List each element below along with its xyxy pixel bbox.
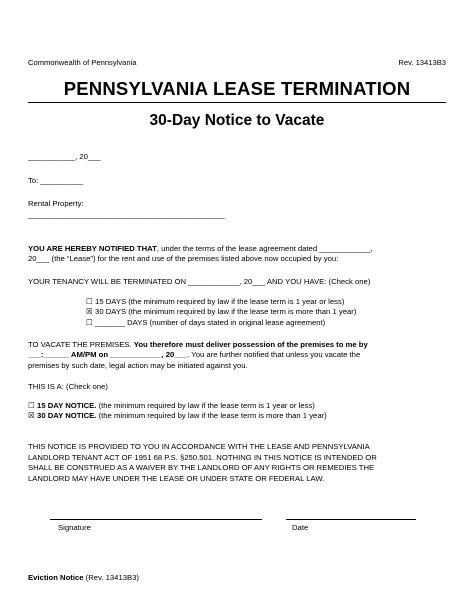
notice-option-bold: 30 DAY NOTICE.	[37, 411, 97, 420]
checkbox-empty-icon[interactable]: ☐	[28, 401, 35, 410]
this-is-line: THIS IS A: (Check one)	[28, 382, 108, 391]
date-sign-line[interactable]	[286, 519, 416, 520]
checkbox-checked-icon[interactable]: ☒	[28, 411, 35, 420]
notice-line-1	[28, 244, 373, 255]
notice-option-text: (the minimum required by law if the lease term is more than 1 year)	[96, 411, 327, 420]
jurisdiction-label: Commonwealth of Pennsylvania	[28, 58, 137, 67]
notice-option-text: (the minimum required by law if the lease term is 1 year or less)	[96, 401, 315, 410]
vacate-plain: TO VACATE THE PREMISES.	[28, 340, 134, 349]
tenancy-option	[86, 297, 344, 308]
date-label: Date	[292, 523, 309, 532]
vacate-line-1	[28, 340, 368, 351]
notice-option	[28, 401, 315, 412]
notice-option	[28, 411, 327, 422]
notice-lead-rest: , under the terms of the lease agreement dated ____________,	[156, 244, 373, 253]
page-title: PENNSYLVANIA LEASE TERMINATION	[63, 78, 411, 99]
legal-line: LANDLORD TENANT ACT OF 1951 68 P.S. §250.501. NOTHING IN THIS NOTICE IS INTENDED OR	[28, 453, 377, 462]
revision-label: Rev. 13413B3	[398, 58, 446, 67]
notice-option-bold: 15 DAY NOTICE.	[37, 401, 97, 410]
footer	[28, 573, 139, 584]
page-subtitle: 30-Day Notice to Vacate	[149, 112, 325, 129]
checkbox-empty-icon[interactable]: ☐	[86, 318, 93, 327]
tenancy-option	[86, 307, 356, 318]
checkbox-empty-icon[interactable]: ☐	[86, 297, 93, 306]
vacate-line-2	[28, 350, 360, 361]
signature-line[interactable]	[50, 519, 262, 520]
tenancy-option-label: _______ DAYS (number of days stated in original lease agreement)	[95, 318, 326, 327]
legal-line: LANDLORD MAY HAVE UNDER THE LEASE OR UNDER STATE OR FEDERAL LAW.	[28, 474, 325, 483]
tenancy-option-label: 30 DAYS (the minimum required by law if the lease term is more than 1 year)	[95, 307, 357, 316]
footer-title: Eviction Notice	[28, 573, 84, 582]
signature-label: Signature	[58, 523, 91, 532]
rental-property-label: Rental Property:	[28, 199, 84, 208]
date-line: ___________, 20___	[28, 152, 101, 161]
checkbox-checked-icon[interactable]: ☒	[86, 307, 93, 316]
notice-lead: YOU ARE HEREBY NOTIFIED THAT	[28, 244, 157, 253]
vacate-deadline: ___:______ AM/PM on ____________, 20___	[28, 350, 188, 359]
vacate-bold: You therefore must deliver possession of the premises to me by	[133, 340, 368, 349]
tenancy-option	[86, 318, 325, 329]
rental-property-blank: ______________________________________________	[28, 210, 225, 219]
title-rule	[28, 102, 446, 103]
legal-line: THIS NOTICE IS PROVIDED TO YOU IN ACCORDANCE WITH THE LEASE AND PENNSYLVANIA	[28, 442, 370, 451]
vacate-rest: . You are further notified that unless you vacate the	[187, 350, 361, 359]
footer-rev: (Rev. 13413B3)	[83, 573, 139, 582]
legal-line: SHALL BE CONSTRUED AS A WAIVER BY THE LANDLORD OF ANY RIGHTS OR REMEDIES THE	[28, 463, 375, 472]
vacate-line-3: premises by such date, legal action may be initiated against you.	[28, 361, 248, 370]
notice-line-2: 20___ (the “Lease”) for the rent and use of the premises listed above now occupied by you:	[28, 254, 339, 263]
tenancy-line: YOUR TENANCY WILL BE TERMINATED ON ____________, 20___ AND YOU HAVE: (Check one)	[28, 277, 371, 286]
tenancy-option-label: 15 DAYS (the minimum required by law if the lease term is 1 year or less)	[95, 297, 345, 306]
to-line: To: __________	[28, 176, 84, 185]
